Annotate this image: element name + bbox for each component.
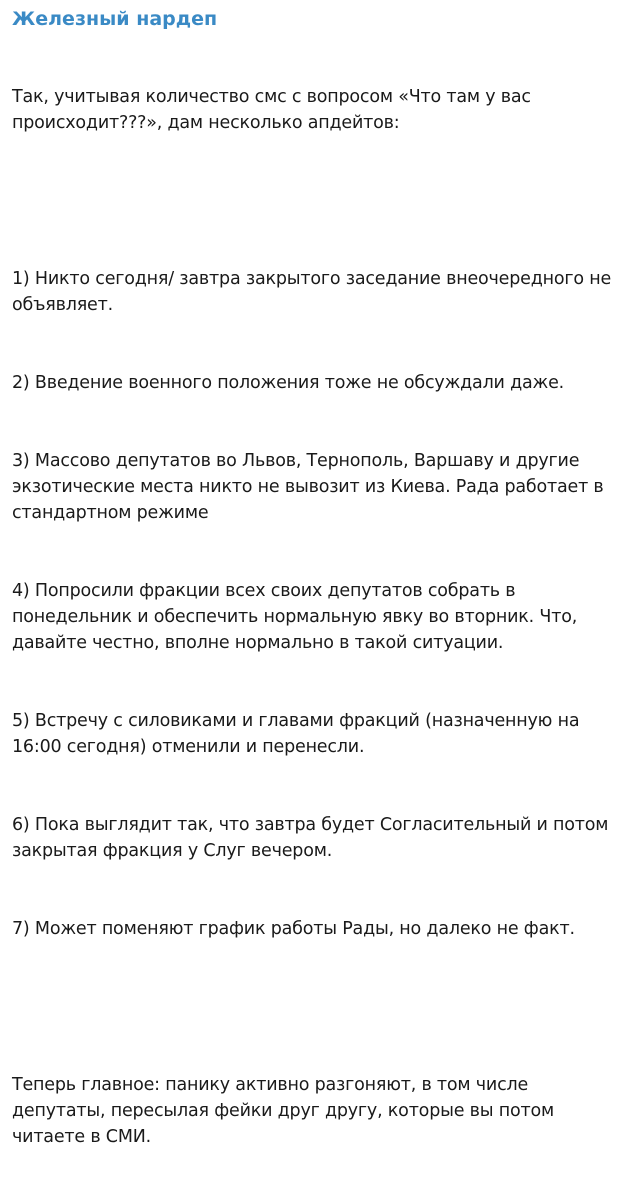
channel-name-link[interactable]: Железный нардеп xyxy=(12,8,218,30)
message-intro: Так, учитывая количество смс с вопросом «Что там у вас происходит???», дам несколько апдейтов: xyxy=(12,87,537,133)
update-item-6: 6) Пока выглядит так, что завтра будет Согласительный и потом закрытая фракция у Слуг вечером. xyxy=(12,815,614,861)
update-item-5: 5) Встречу с силовиками и главами фракций (назначенную на 16:00 сегодня) отменили и перенесли. xyxy=(12,711,585,757)
paragraph-gap xyxy=(12,188,617,214)
update-item-4: 4) Попросили фракции всех своих депутатов собрать в понедельник и обеспечить нормальную явку во вторник. Что, давайте честно, вполне нормально в такой ситуации. xyxy=(12,581,583,653)
update-item-3: 3) Массово депутатов во Львов, Тернополь, Варшаву и другие экзотические места никто не вывозит из Киева. Рада работает в стандартном режиме xyxy=(12,451,609,523)
message-main-point: Теперь главное: панику активно разгоняют, в том числе депутаты, пересылая фейки друг другу, которые вы потом читаете в СМИ. xyxy=(12,1075,560,1147)
message-text xyxy=(12,32,617,1202)
update-item-1: 1) Никто сегодня/ завтра закрытого заседание внеочередного не объявляет. xyxy=(12,269,617,315)
paragraph-gap xyxy=(12,994,617,1020)
update-item-7: 7) Может поменяют график работы Рады, но далеко не факт. xyxy=(12,919,575,939)
update-item-2: 2) Введение военного положения тоже не обсуждали даже. xyxy=(12,373,565,393)
